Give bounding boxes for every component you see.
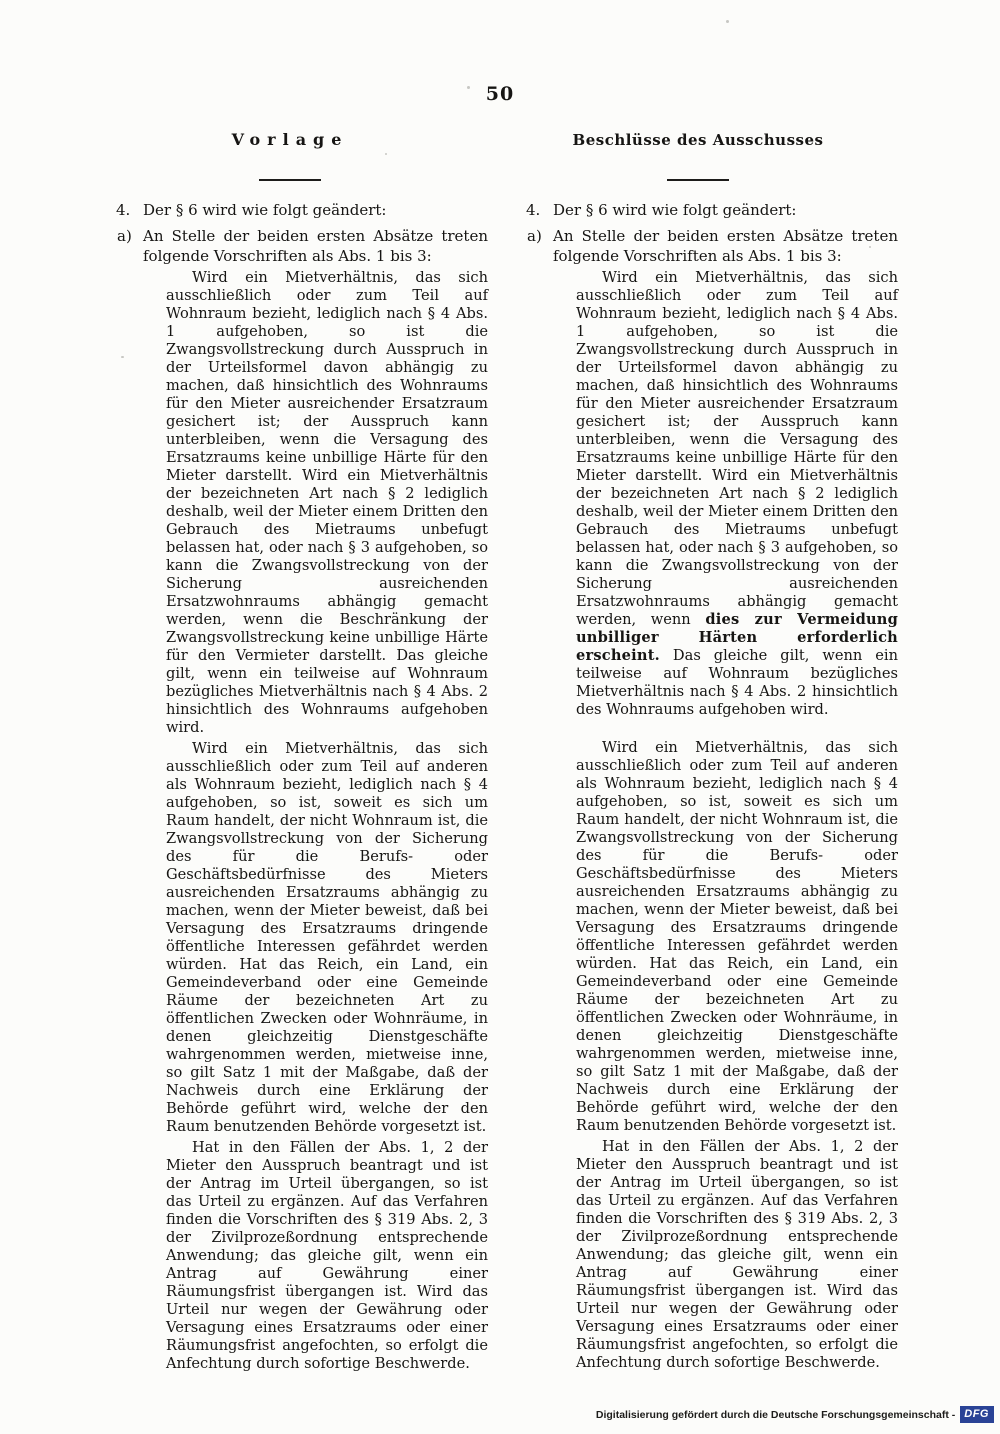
paragraph-abs-2: Wird ein Mietverhältnis, das sich ausschließlich oder zum Teil auf anderen als Wohnraum bezieht, lediglich nach § 4 aufgehoben, so ist, soweit es sich um Raum handelt, der nicht Wohnraum ist, die Zwangsvollstreckung von der Sicherung des für die Berufs- oder Geschäftsbedürfnisse des Mieters ausreichenden Ersatzraums abhängig zu machen, wenn der Mieter beweist, daß bei Versagung des Ersatzraums dringende öffentliche Interessen gefährdet werden würden. Hat das Reich, ein Land, ein Gemeindeverband oder eine Gemeinde Räume der bezeichneten Art zu öffentlichen Zwecken oder Wohnräume, in denen gleichzeitig Dienstgeschäfte wahrgenommen werden, mietweise inne, so gilt Satz 1 mit der Maßgabe, daß der Nachweis durch eine Erklärung der Behörde geführt wird, welche der den Raum benutzenden Behörde vorgesetzt ist. xyxy=(576,739,898,1134)
column-beschluesse xyxy=(526,128,898,1372)
header-divider xyxy=(667,179,729,181)
paragraph-abs-3: Hat in den Fällen der Abs. 1, 2 der Mieter den Ausspruch beantragt und ist der Antrag im Urteil übergangen, so ist das Urteil zu ergänzen. Auf das Verfahren finden die Vorschriften des § 319 Abs. 2, 3 der Zivilprozeßordnung entsprechende Anwendung; das gleiche gilt, wenn ein Antrag auf Gewährung einer Räumungsfrist übergangen ist. Wird das Urteil nur wegen der Gewährung oder Versagung eines Ersatzraums oder einer Räumungsfrist angefochten, so erfolgt die Anfechtung durch sofortige Beschwerde. xyxy=(576,1138,898,1371)
dfg-logo: DFG xyxy=(960,1406,994,1423)
scan-speck xyxy=(467,86,470,89)
column-header-beschluesse: Beschlüsse des Ausschusses xyxy=(572,131,824,149)
sub-item-a xyxy=(526,226,898,266)
item-number: 4. xyxy=(116,201,131,219)
sub-item-text: An Stelle der beiden ersten Absätze treten folgende Vorschriften als Abs. 1 bis 3: xyxy=(143,227,488,265)
header-divider xyxy=(259,179,321,181)
provisions-text xyxy=(166,269,488,1373)
paragraph-abs-1-amendment-bold: dies zur Vermeidung unbilliger Härten erforderlich erscheint. xyxy=(576,611,899,664)
paragraph-abs-1-post: Das gleiche gilt, wenn ein teilweise auf Wohnraum bezügliches Mietverhältnis nach § 4 Abs. 2 hinsichtlich des Wohnraums aufgehoben wird. xyxy=(576,647,898,718)
paragraph-abs-1: Wird ein Mietverhältnis, das sich ausschließlich oder zum Teil auf Wohnraum bezieht, lediglich nach § 4 Abs. 1 aufgehoben, so ist die Zwangsvollstreckung durch Ausspruch in der Urteilsformel davon abhängig zu machen, daß hinsichtlich des Wohnraums für den Mieter ausreichender Ersatzraum gesichert ist; der Ausspruch kann unterbleiben, wenn die Versagung des Ersatzraums keine unbillige Härte für den Mieter darstellt. Wird ein Mietverhältnis der bezeichneten Art nach § 2 lediglich deshalb, weil der Mieter einem Dritten den Gebrauch des Mietraums unbefugt belassen hat, oder nach § 3 aufgehoben, so kann die Zwangsvollstreckung von der Sicherung ausreichenden Ersatzwohnraums abhängig gemacht werden, wenn die Beschränkung der Zwangsvollstreckung keine unbillige Härte für den Vermieter darstellt. Das gleiche gilt, wenn ein teilweise auf Wohnraum bezügliches Mietverhältnis nach § 4 Abs. 2 hinsichtlich des Wohnraums aufgehoben wird. xyxy=(166,269,488,736)
paragraph-abs-1 xyxy=(576,269,898,719)
column-header-vorlage: Vorlage xyxy=(231,130,349,149)
page-number: 50 xyxy=(485,83,515,105)
sub-item-label: a) xyxy=(527,227,542,245)
column-vorlage xyxy=(116,128,488,1373)
digitization-credit-text: Digitalisierung gefördert durch die Deutsche Forschungsgemeinschaft - xyxy=(595,1408,956,1421)
amendment-item xyxy=(116,201,488,220)
item-number: 4. xyxy=(526,201,541,219)
sub-item-text: An Stelle der beiden ersten Absätze treten folgende Vorschriften als Abs. 1 bis 3: xyxy=(553,227,898,265)
amendment-item xyxy=(526,201,898,220)
item-text: Der § 6 wird wie folgt geändert: xyxy=(553,201,797,219)
paragraph-abs-3: Hat in den Fällen der Abs. 1, 2 der Mieter den Ausspruch beantragt und ist der Antrag im Urteil übergangen, so ist das Urteil zu ergänzen. Auf das Verfahren finden die Vorschriften des § 319 Abs. 2, 3 der Zivilprozeßordnung entsprechende Anwendung; das gleiche gilt, wenn ein Antrag auf Gewährung einer Räumungsfrist übergangen ist. Wird das Urteil nur wegen der Gewährung oder Versagung eines Ersatzraums oder einer Räumungsfrist angefochten, so erfolgt die Anfechtung durch sofortige Beschwerde. xyxy=(166,1139,488,1372)
paragraph-abs-1-pre: Wird ein Mietverhältnis, das sich ausschließlich oder zum Teil auf Wohnraum bezieht, lediglich nach § 4 Abs. 1 aufgehoben, so ist die Zwangsvollstreckung durch Ausspruch in der Urteilsformel davon abhängig zu machen, daß hinsichtlich des Wohnraums für den Mieter ausreichender Ersatzraum gesichert ist; der Ausspruch kann unterbleiben, wenn die Versagung des Ersatzraums keine unbillige Härte für den Mieter darstellt. Wird ein Mietverhältnis der bezeichneten Art nach § 2 lediglich deshalb, weil der Mieter einem Dritten den Gebrauch des Mietraums unbefugt belassen hat, oder nach § 3 aufgehoben, so kann die Zwangsvollstreckung von der Sicherung ausreichenden Ersatzwohnraums abhängig gemacht werden, wenn xyxy=(576,269,898,628)
sub-item-label: a) xyxy=(117,227,132,245)
scan-speck xyxy=(726,20,729,23)
sub-item-a xyxy=(116,226,488,266)
item-text: Der § 6 wird wie folgt geändert: xyxy=(143,201,387,219)
provisions-text xyxy=(576,269,898,1372)
digitization-credit xyxy=(596,1406,994,1423)
paragraph-abs-2: Wird ein Mietverhältnis, das sich ausschließlich oder zum Teil auf anderen als Wohnraum bezieht, lediglich nach § 4 aufgehoben, so ist, soweit es sich um Raum handelt, der nicht Wohnraum ist, die Zwangsvollstreckung von der Sicherung des für die Berufs- oder Geschäftsbedürfnisse des Mieters ausreichenden Ersatzraums abhängig zu machen, wenn der Mieter beweist, daß bei Versagung des Ersatzraums dringende öffentliche Interessen gefährdet werden würden. Hat das Reich, ein Land, ein Gemeindeverband oder eine Gemeinde Räume der bezeichneten Art zu öffentlichen Zwecken oder Wohnräume, in denen gleichzeitig Dienstgeschäfte wahrgenommen werden, mietweise inne, so gilt Satz 1 mit der Maßgabe, daß der Nachweis durch eine Erklärung der Behörde geführt wird, welche der den Raum benutzenden Behörde vorgesetzt ist. xyxy=(166,740,488,1135)
